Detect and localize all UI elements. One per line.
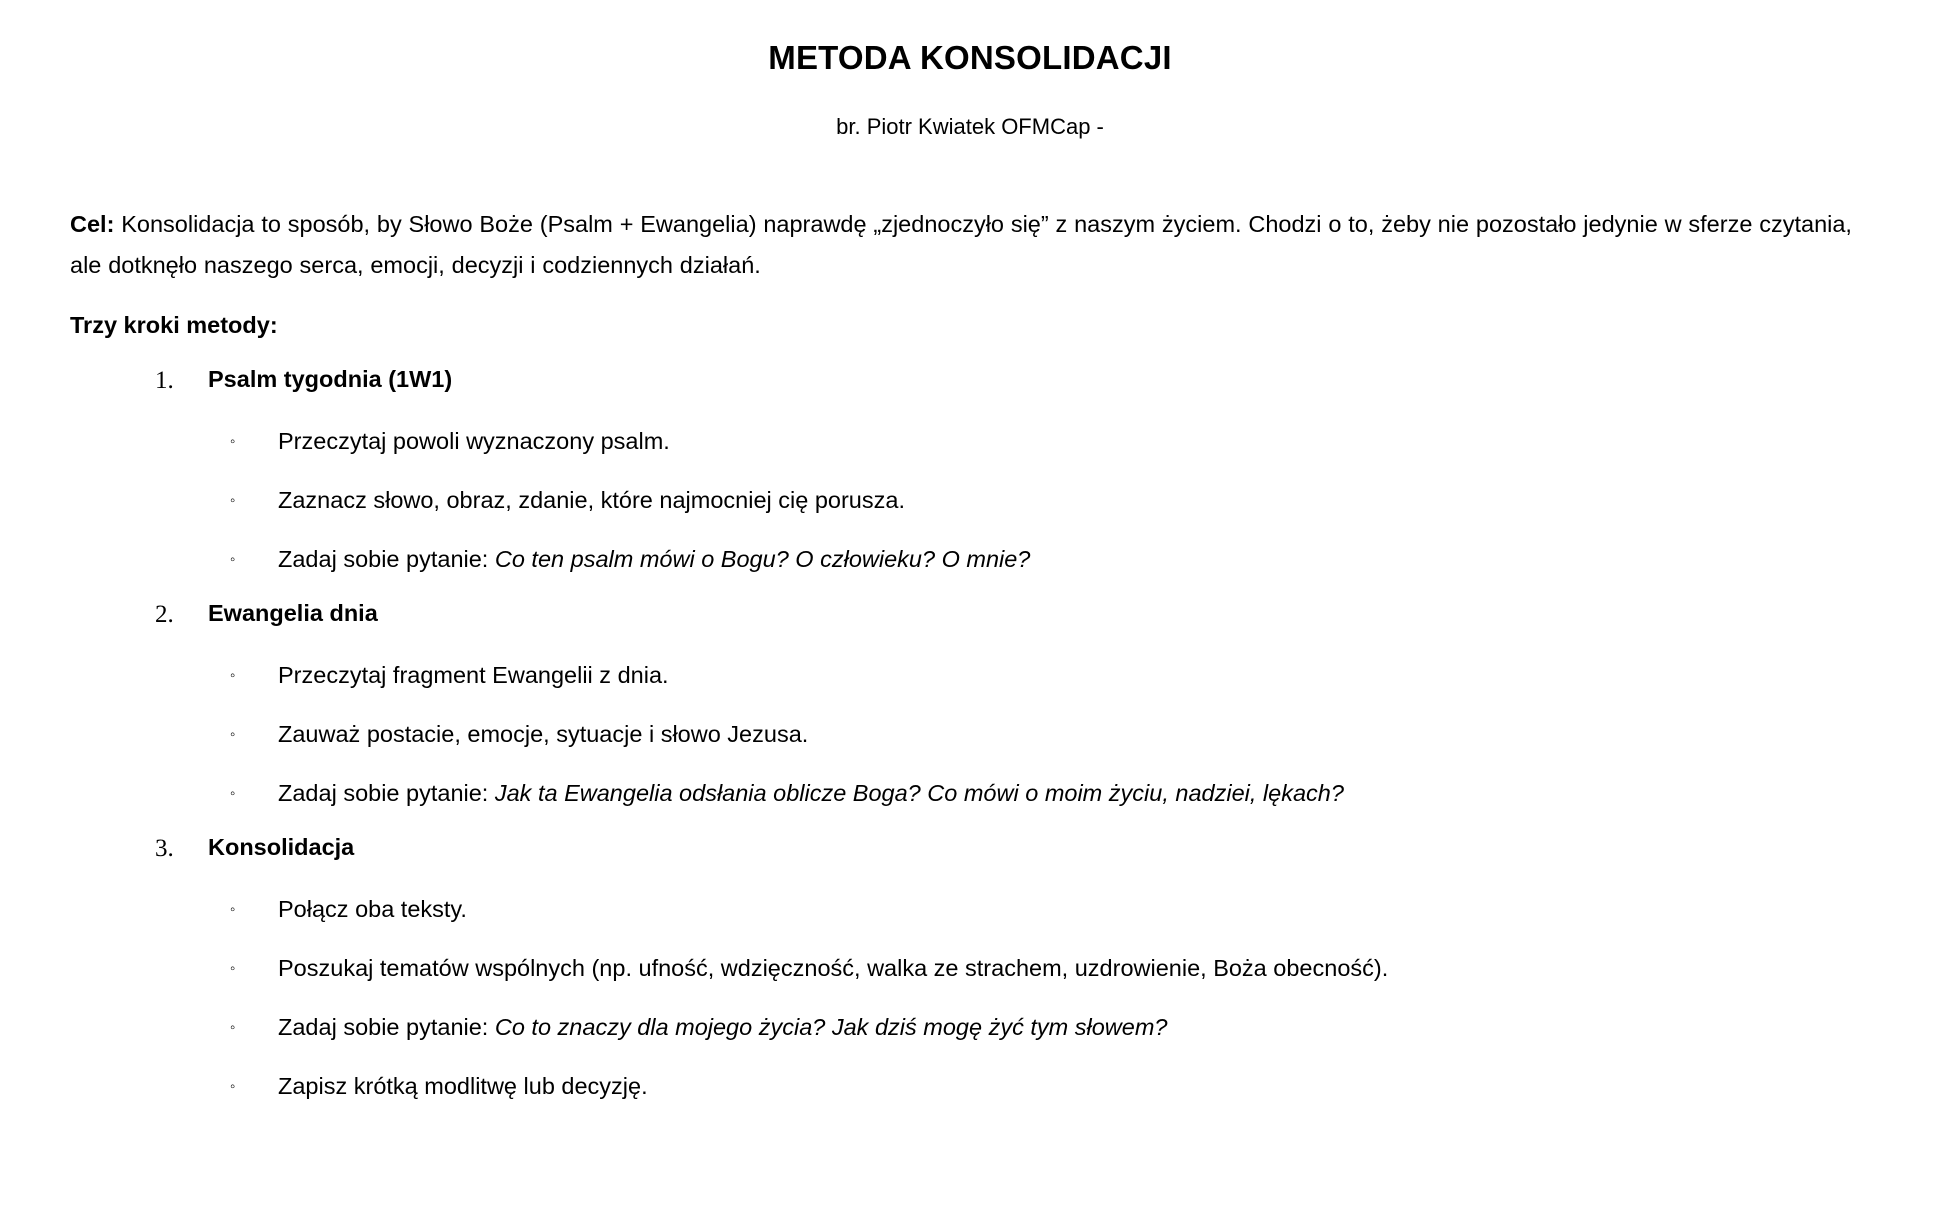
intro-paragraph [70,204,1870,285]
substep-question-text: Co ten psalm mówi o Bogu? O człowieku? O mnie? [494,546,1031,572]
substep-item [70,1069,1870,1104]
substep-text: Przeczytaj fragment Ewangelii z dnia. [278,661,669,688]
step-label: Konsolidacja [208,834,355,861]
intro-body-text: Konsolidacja to sposób, by Słowo Boże (Psalm + Ewangelia) naprawdę „zjednoczyło się” z naszym życiem. Chodzi o to, żeby nie pozostało jedynie w sferze czytania, ale dotknęło naszego serca, emocji, decyzji i codziennych działań. [70,211,1852,278]
circle-bullet-icon: ◦ [230,432,236,450]
substep-text: Poszukaj tematów wspólnych (np. ufność, wdzięczność, walka ze strachem, uzdrowienie, Boża obecność). [278,954,1389,981]
substeps-list [70,658,1870,812]
step-heading [70,830,1870,865]
page-title: METODA KONSOLIDACJI [768,39,1172,76]
circle-bullet-icon: ◦ [230,491,236,509]
step-label: Psalm tygodnia (1W1) [208,366,453,393]
substep-text: Zadaj sobie pytanie: [278,546,495,572]
step-number: 3. [155,835,174,863]
circle-bullet-icon: ◦ [230,666,236,684]
step-item [70,362,1870,577]
circle-bullet-icon: ◦ [230,1078,236,1096]
substep-item [70,1010,1870,1045]
substep-item [70,542,1870,577]
step-label: Ewangelia dnia [208,600,378,627]
substep-item [70,424,1870,459]
substep-text: Zauważ postacie, emocje, sytuacje i słowo Jezusa. [278,720,809,747]
substep-text: Zaznacz słowo, obraz, zdanie, które najmocniej cię porusza. [278,486,905,513]
substep-question-text: Jak ta Ewangelia odsłania oblicze Boga? Co mówi o moim życiu, nadziei, lękach? [494,780,1344,806]
step-heading [70,596,1870,631]
step-item [70,830,1870,1104]
section-heading: Trzy kroki metody: [70,312,278,338]
substep-item [70,892,1870,927]
steps-list [70,362,1870,1104]
step-heading [70,362,1870,397]
step-item [70,596,1870,811]
document-author: br. Piotr Kwiatek OFMCap - [836,113,1104,139]
substep-text: Przeczytaj powoli wyznaczony psalm. [278,427,670,454]
step-number: 1. [155,367,174,395]
circle-bullet-icon: ◦ [230,785,236,802]
substep-item [70,717,1870,752]
intro-lead-label: Cel: [70,211,115,238]
substep-question-text: Co to znaczy dla mojego życia? Jak dziś mogę żyć tym słowem? [494,1014,1168,1040]
substep-text: Zadaj sobie pytanie: [278,1014,495,1040]
circle-bullet-icon: ◦ [230,551,236,568]
substep-text: Zapisz krótką modlitwę lub decyzję. [278,1073,648,1100]
substep-text: Połącz oba teksty. [278,895,467,922]
circle-bullet-icon: ◦ [230,959,236,977]
substep-item [70,776,1870,811]
substep-item [70,658,1870,693]
substep-text: Zadaj sobie pytanie: [278,780,495,806]
step-number: 2. [155,601,174,629]
circle-bullet-icon: ◦ [230,900,236,918]
substeps-list [70,892,1870,1105]
circle-bullet-icon: ◦ [230,1019,236,1036]
substep-item [70,951,1870,986]
substep-item [70,483,1870,518]
substeps-list [70,424,1870,578]
circle-bullet-icon: ◦ [230,725,236,743]
